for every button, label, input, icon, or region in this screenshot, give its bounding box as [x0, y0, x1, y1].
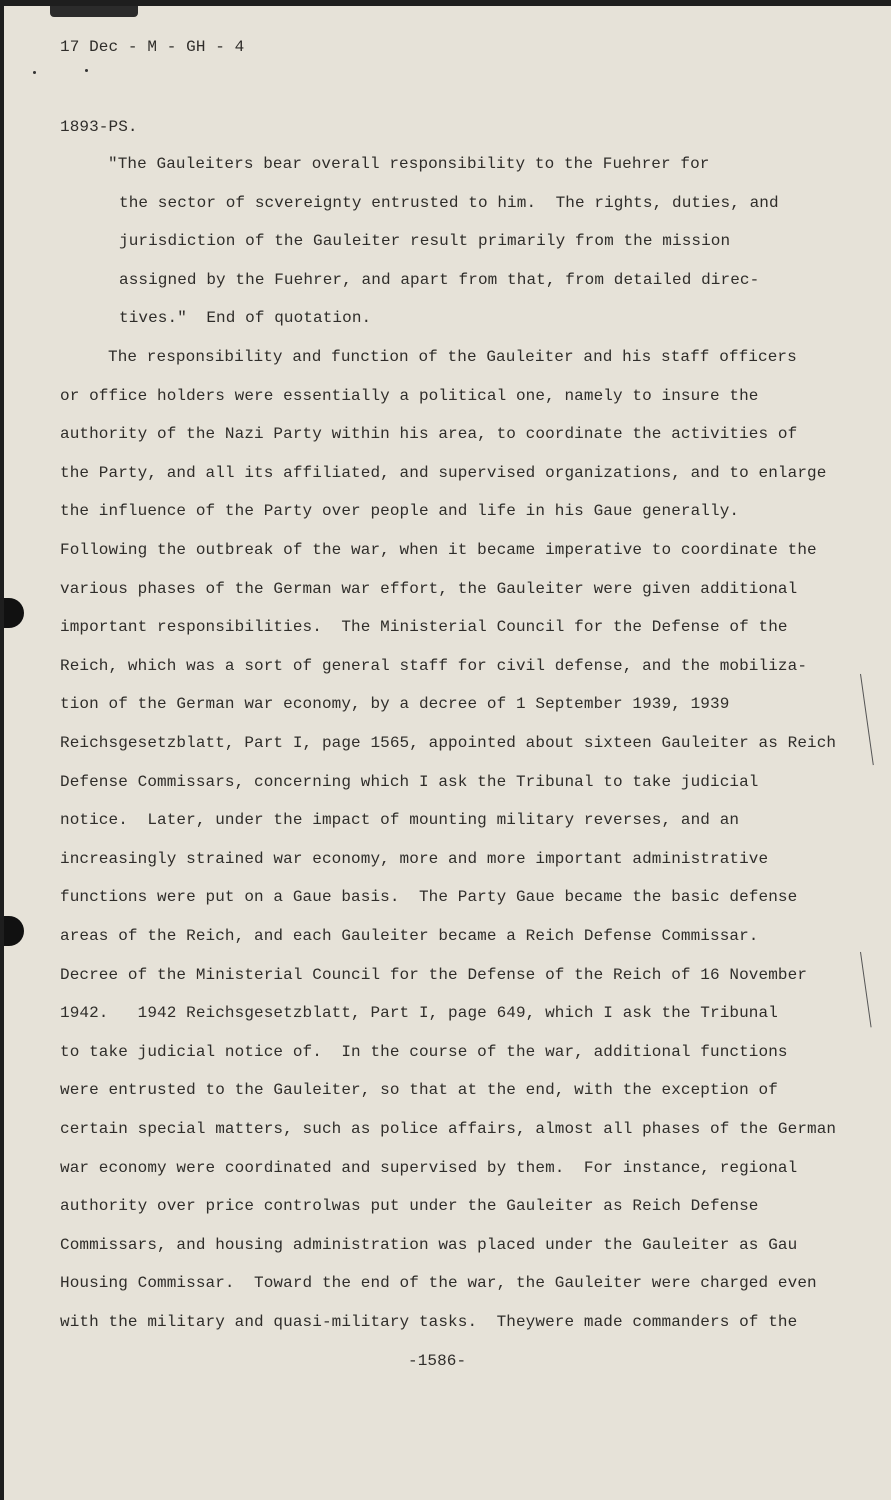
body-line: Commissars, and housing administration was placed under the Gauleiter as Gau	[60, 1235, 798, 1254]
body-line: with the military and quasi-military tasks. Theywere made commanders of the	[60, 1313, 798, 1331]
margin-mark	[860, 674, 874, 765]
body-line: notice. Later, under the impact of mounting military reverses, and an	[60, 811, 740, 830]
page-number: -1586-	[408, 1352, 467, 1370]
body-line: Following the outbreak of the war, when it became imperative to coordinate the	[60, 541, 817, 559]
body-line: were entrusted to the Gauleiter, so that at the end, with the exception of	[60, 1081, 778, 1100]
folder-tab	[50, 6, 138, 17]
quotation-line: jurisdiction of the Gauleiter result primarily from the mission	[119, 232, 731, 251]
ink-dot	[85, 69, 88, 72]
body-line: Defense Commissars, concerning which I ask the Tribunal to take judicial	[60, 772, 759, 791]
punch-hole	[4, 598, 24, 628]
page-header: 17 Dec - M - GH - 4	[60, 38, 245, 56]
quotation-line: the sector of scvereignty entrusted to him. The rights, duties, and	[119, 193, 779, 212]
quotation-line: "The Gauleiters bear overall responsibility to the Fuehrer for	[108, 155, 710, 173]
document-page	[4, 6, 891, 1500]
body-line: authority of the Nazi Party within his area, to coordinate the activities of	[60, 425, 798, 444]
ink-dot	[33, 71, 36, 74]
body-line: functions were put on a Gaue basis. The Party Gaue became the basic defense	[60, 888, 798, 907]
body-line: the influence of the Party over people and life in his Gaue generally.	[60, 502, 740, 521]
body-line: Decree of the Ministerial Council for the Defense of the Reich of 16 November	[60, 965, 808, 984]
body-line: to take judicial notice of. In the course of the war, additional functions	[60, 1042, 788, 1061]
body-line: various phases of the German war effort, the Gauleiter were given additional	[60, 579, 798, 598]
punch-hole	[4, 916, 24, 946]
document-reference: 1893-PS.	[60, 118, 138, 136]
body-line: war economy were coordinated and supervised by them. For instance, regional	[60, 1158, 798, 1177]
body-line: 1942. 1942 Reichsgesetzblatt, Part I, page 649, which I ask the Tribunal	[60, 1004, 778, 1023]
body-line: authority over price controlwas put under the Gauleiter as Reich Defense	[60, 1197, 759, 1216]
body-line: increasingly strained war economy, more and more important administrative	[60, 849, 769, 868]
margin-mark	[860, 952, 872, 1027]
body-line: certain special matters, such as police affairs, almost all phases of the German	[60, 1120, 837, 1138]
body-line: tion of the German war economy, by a decree of 1 September 1939, 1939	[60, 695, 730, 714]
quotation-line: tives." End of quotation.	[119, 309, 372, 328]
body-line: Housing Commissar. Toward the end of the war, the Gauleiter were charged even	[60, 1274, 817, 1293]
quotation-line: assigned by the Fuehrer, and apart from that, from detailed direc-	[119, 270, 760, 289]
body-line: areas of the Reich, and each Gauleiter became a Reich Defense Commissar.	[60, 927, 759, 945]
body-line: Reichsgesetzblatt, Part I, page 1565, appointed about sixteen Gauleiter as Reich	[60, 734, 837, 752]
body-line: or office holders were essentially a political one, namely to insure the	[60, 386, 759, 405]
body-line: The responsibility and function of the Gauleiter and his staff officers	[108, 348, 797, 366]
body-line: the Party, and all its affiliated, and supervised organizations, and to enlarge	[60, 463, 827, 482]
body-line: Reich, which was a sort of general staff for civil defense, and the mobiliza-	[60, 656, 808, 675]
body-line: important responsibilities. The Ministerial Council for the Defense of the	[60, 618, 788, 637]
